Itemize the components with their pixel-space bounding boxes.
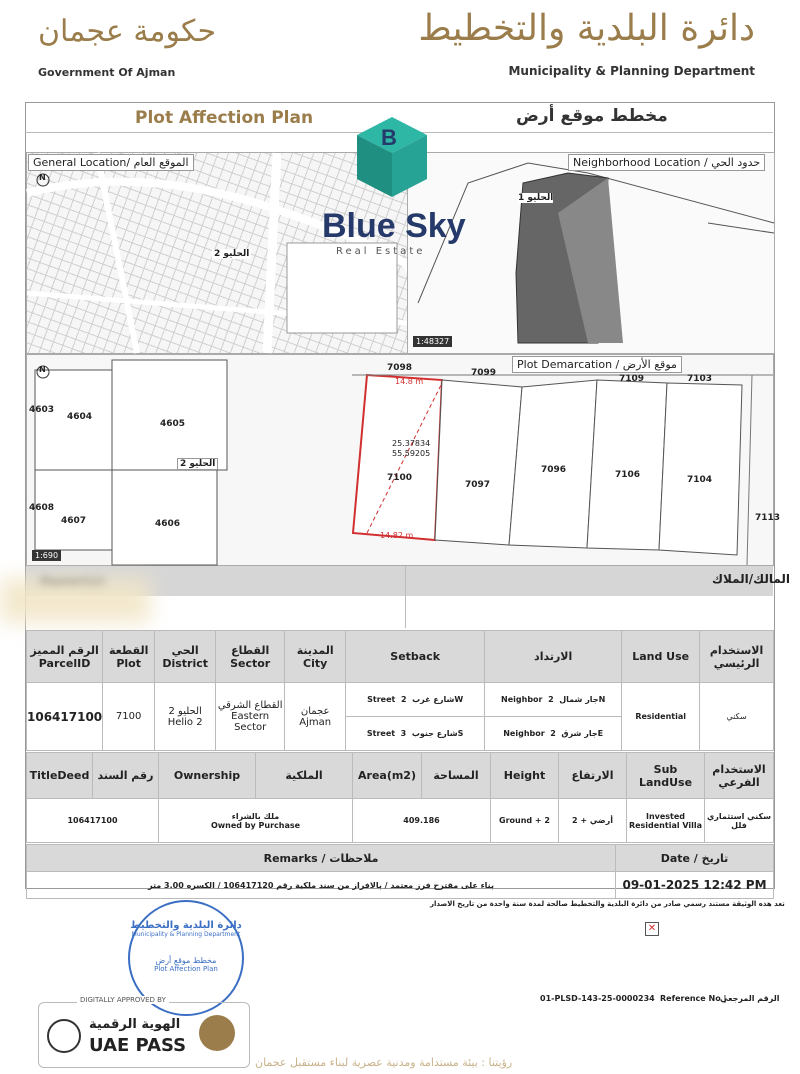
plot-7103: 7103	[687, 374, 713, 384]
setback-row2-east: Neighbor 2 جار شرقE	[485, 717, 622, 751]
ajman-seal-icon	[199, 1015, 235, 1051]
th-landuse-ar: الاستخدام الرئيسي	[700, 631, 774, 683]
reference-label-en: Reference No |	[660, 994, 727, 1003]
th-district: الحي District	[155, 631, 216, 683]
north-arrow-icon: N	[39, 365, 46, 374]
dim-top: 14.8 m	[395, 377, 424, 386]
city-ar: عجمان	[300, 705, 330, 717]
government-logo-text: حكومة عجمان	[38, 14, 217, 49]
plot-7106: 7106	[615, 470, 641, 480]
th-titledeed-ar: رقم السند	[93, 753, 159, 799]
plot-7097: 7097	[465, 480, 491, 490]
deed-table	[26, 752, 774, 843]
area-label-helio1: الحليو 1	[518, 193, 554, 203]
sublanduse-en: Invested Residential Villa	[627, 799, 705, 843]
coord-lon: 55.59205	[392, 449, 431, 458]
blue-sky-logo-icon	[355, 115, 430, 200]
th-plot: القطعة Plot	[103, 631, 155, 683]
uae-pass-en: UAE PASS	[89, 1035, 187, 1056]
plot-4603: 4603	[29, 405, 55, 415]
plot-7096: 7096	[541, 465, 567, 475]
plot-4605: 4605	[160, 419, 186, 429]
th-height-en: Height	[491, 753, 559, 799]
setback-row1-north: Neighbor 2 جار شمالN	[485, 683, 622, 717]
remarks-table	[26, 844, 774, 899]
district-en: Helio 2	[167, 716, 203, 728]
ownership-ar: ملك بالشراء	[231, 811, 280, 821]
parcel-table	[26, 630, 774, 751]
government-name: Government Of Ajman	[38, 66, 176, 79]
watermark-brand: Blue Sky	[322, 207, 466, 245]
setback-row1-west: Street 2 شارع غربW	[346, 683, 485, 717]
plot-7109: 7109	[619, 374, 645, 384]
neighborhood-location-map	[407, 152, 775, 354]
watermark-sub: Real Estate	[336, 246, 426, 257]
landuse-ar: سكني	[700, 683, 774, 751]
th-landuse-en: Land Use	[622, 631, 700, 683]
uae-pass-badge: DIGITALLY APPROVED BY الهوية الرقمية UAE PASS	[38, 1002, 250, 1068]
plot-number: 7100	[103, 683, 155, 751]
ownership-en: Owned by Purchase	[210, 820, 301, 830]
th-sublanduse-en: Sub LandUse	[627, 753, 705, 799]
th-city: المدينة City	[285, 631, 346, 683]
remarks-label: Remarks / ملاحظات	[27, 845, 616, 872]
plot-4608: 4608	[29, 503, 55, 513]
th-sublanduse-ar: الاستخدام الفرعي	[705, 753, 774, 799]
city-en: Ajman	[299, 716, 332, 728]
height-en: Ground + 2	[491, 799, 559, 843]
general-location-label: General Location/ الموقع العام	[28, 154, 194, 171]
titledeed-value: 106417100	[27, 799, 159, 843]
scale-general: 1:48327	[413, 336, 452, 347]
date-value: 09-01-2025 12:42 PM	[616, 872, 774, 899]
redacted-owner-name	[0, 578, 150, 623]
area-label-helio2-plot: الحليو 2	[177, 458, 218, 470]
dim-bottom: 14.82 m	[380, 531, 414, 540]
th-parcel: الرقم المميز ParcelID	[27, 631, 103, 683]
sector-en: Eastern Sector	[231, 711, 270, 733]
reference-label-ar: الرقم المرجعي	[720, 994, 780, 1003]
plot-demarcation-map	[26, 354, 781, 566]
scale-plot: 1:690	[32, 550, 61, 561]
plot-7113: 7113	[755, 513, 781, 523]
title-ar: مخطط موقع أرض	[516, 106, 668, 126]
vision-statement: رؤيتنا : بيئة مستدامة ومدنية عصرية لبناء مستقبل عجمان	[255, 1056, 513, 1069]
remarks-text: بناء على مقترح فرز معتمد / بالافراز من سند ملكية رقم 106417120 / الكسره 3.00 متر	[27, 872, 616, 899]
plot-4607: 4607	[61, 516, 87, 526]
plot-7099: 7099	[471, 368, 497, 378]
area-value: 409.186	[353, 799, 491, 843]
area-label-helio2: الحليو 2	[214, 249, 250, 259]
sublanduse-ar: سكني استثماري فلل	[705, 799, 774, 843]
title-en: Plot Affection Plan	[135, 108, 314, 128]
th-setback-ar: الارتداد	[485, 631, 622, 683]
department-name: Municipality & Planning Department	[508, 64, 755, 78]
date-label: Date / تاريخ	[616, 845, 774, 872]
th-area-en: Area(m2)	[353, 753, 422, 799]
th-area-ar: المساحة	[422, 753, 491, 799]
validity-note: تعد هذه الوثيقة مستند رسمي صادر من دائرة البلدية والتخطيط صالحة لمدة سنة واحدة من تاريخ الاصدار	[430, 900, 785, 908]
coord-lat: 25.37834	[392, 439, 431, 448]
plot-7098: 7098	[387, 363, 413, 373]
plot-4604: 4604	[67, 412, 93, 422]
svg-text:B: B	[381, 125, 397, 150]
owner-divider	[405, 566, 406, 628]
neighborhood-map-outline	[408, 153, 774, 353]
plot-4606: 4606	[155, 519, 181, 529]
sector-ar: القطاع الشرقي	[217, 700, 283, 711]
official-stamp: دائرة البلدية والتخطيط Municipality & Planning Department مخطط موقع أرض Plot Affection Plan	[128, 900, 244, 1016]
th-sector: القطاع Sector	[216, 631, 285, 683]
th-titledeed-en: TitleDeed	[27, 753, 93, 799]
north-arrow-icon: N	[39, 173, 46, 182]
department-logo-text: دائرة البلدية والتخطيط	[418, 8, 755, 49]
th-ownership-ar: الملكية	[256, 753, 353, 799]
th-ownership-en: Ownership	[159, 753, 256, 799]
uae-pass-ar: الهوية الرقمية	[89, 1017, 181, 1032]
owner-label-ar: المالك/الملاك	[712, 572, 791, 586]
district-ar: الحليو 2	[168, 705, 202, 717]
neighborhood-location-label: Neighborhood Location / حدود الحي	[568, 154, 765, 171]
plot-demarcation-label: Plot Demarcation / موقع الأرض	[512, 356, 682, 373]
plot-7104: 7104	[687, 475, 713, 485]
close-icon[interactable]: ✕	[645, 922, 659, 936]
fingerprint-icon	[47, 1019, 81, 1053]
plot-7100: 7100	[387, 473, 413, 483]
th-height-ar: الارتفاع	[559, 753, 627, 799]
landuse-en: Residential	[622, 683, 700, 751]
height-ar: أرضي + 2	[559, 799, 627, 843]
reference-value: 01-PLSD-143-25-0000234	[540, 994, 655, 1003]
setback-row2-south: Street 3 شارع جنوبS	[346, 717, 485, 751]
parcel-id: 106417100	[27, 683, 103, 751]
th-setback-en: Setback	[346, 631, 485, 683]
